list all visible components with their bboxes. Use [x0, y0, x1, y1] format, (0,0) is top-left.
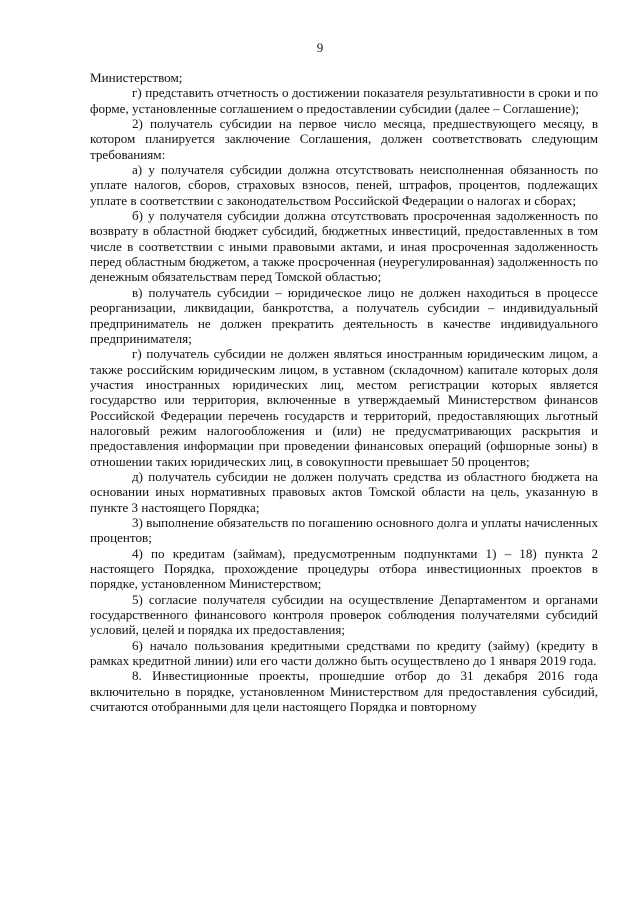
paragraph-item-2-requirements: 2) получатель субсидии на первое число месяца, предшествующего месяцу, в котором планируется заключение Соглашения, должен соответствовать следующим требованиям:	[90, 116, 598, 162]
paragraph-item-4-selection: 4) по кредитам (займам), предусмотренным подпунктами 1) – 18) пункта 2 настоящего Порядка, прохождение процедуры отбора инвестиционных проектов в порядке, установленном Министерством;	[90, 545, 598, 592]
paragraph-item-b-debt: б) у получателя субсидии должна отсутствовать просроченная задолженность по возврату в областной бюджет субсидий, бюджетных инвестиций, предоставленных в том числе в соответствии с иными правовыми актами, и иная просроченная задолженность перед областным бюджетом, а также просроченная (неурегулированная) задолженность по денежным обязательствам перед Томской областью;	[90, 208, 598, 285]
paragraph-item-v-reorganization: в) получатель субсидии – юридическое лицо не должен находиться в процессе реорганизации, ликвидации, банкротства, а получатель субсидии – индивидуальный предприниматель не должен прекратить деятельность в качестве индивидуального предпринимателя;	[90, 284, 598, 346]
document-body	[90, 70, 598, 714]
paragraph-item-d-other-funds: д) получатель субсидии не должен получать средства из областного бюджета на основании иных нормативных правовых актов Томской области на цель, указанную в пункте 3 настоящего Порядка;	[90, 468, 598, 515]
paragraph-item-6-credit-start: 6) начало пользования кредитными средствами по кредиту (займу) (кредиту в рамках кредитной линии) или его части должно быть осуществлено до 1 января 2019 года.	[90, 637, 598, 669]
paragraph-continuation: Министерством;	[90, 70, 183, 85]
paragraph-item-3-obligations: 3) выполнение обязательств по погашению основного долга и уплаты начисленных процентов;	[90, 514, 599, 546]
paragraph-item-g-report: г) представить отчетность о достижении показателя результативности в сроки и по форме, установленные соглашением о предоставлении субсидии (далее – Соглашение);	[90, 85, 598, 116]
paragraph-section-8-projects: 8. Инвестиционные проекты, прошедшие отбор до 31 декабря 2016 года включительно в порядке, установленном Министерством для предоставления субсидий, считаются отобранными для цели настоящего Порядка и повторному	[90, 668, 598, 715]
paragraph-item-a-taxes: а) у получателя субсидии должна отсутствовать неисполненная обязанность по уплате налогов, сборов, страховых взносов, пеней, штрафов, процентов, подлежащих уплате в соответствии с законодательством Российской Федерации о налогах и сборах;	[90, 162, 598, 208]
paragraph-item-5-consent: 5) согласие получателя субсидии на осуществление Департаментом и органами государственного финансового контроля проверок соблюдения получателями субсидий условий, целей и порядка их предоставления;	[90, 591, 598, 638]
page-number: 9	[316, 40, 324, 55]
paragraph-item-g-foreign-entity: г) получатель субсидии не должен являться иностранным юридическим лицом, а также российским юридическим лицом, в уставном (складочном) капитале которых доля участия иностранных юридических лиц, местом регистрации которых является государство или территория, включенные в утверждаемый Министерством финансов Российской Федерации перечень государств и территорий, предоставляющих льготный налоговый режим налогообложения и (или) не предусматривающих раскрытия и предоставления информации при проведении финансовых операций (офшорные зоны) в отношении таких юридических лиц, в совокупности превышает 50 процентов;	[90, 346, 598, 469]
